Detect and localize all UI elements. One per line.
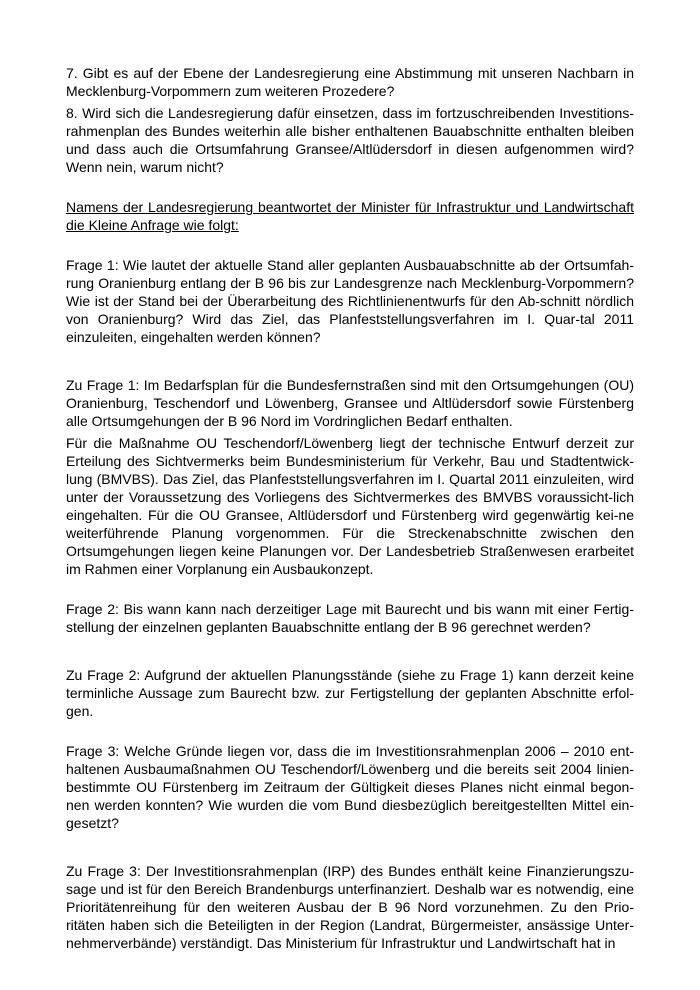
frage-1: Frage 1: Wie lautet der aktuelle Stand aller geplanten Ausbauabschnitte ab der Ortsumfah-rung Oranienburg entlang der B 96 bis zur Landesgrenze nach Mecklenburg-Vorpommern? Wie ist der Stand bei der Überarbeitung des Richtlinienentwurfs für den Ab-schnitt nördlich von Oranienburg? Wird das Ziel, das Planfeststellungsverfahren im I. Quar-tal 2011 einzuleiten, eingehalten werden können? (66, 257, 634, 345)
frage-3: Frage 3: Welche Gründe liegen vor, dass die im Investitionsrahmenplan 2006 – 2010 ent-haltenen Ausbaumaßnahmen OU Teschendorf/Löwenberg und die bereits seit 2004 linien-bestimmte OU Fürstenberg im Zeitraum der Gültigkeit dieses Planes nicht einmal begon-nen werden konnten? Wie wurden die vom Bund diesbezüglich bereitgestellten Mittel ein-gesetzt? (66, 743, 634, 831)
antwort-2: Zu Frage 2: Aufgrund der aktuellen Planungsstände (siehe zu Frage 1) kann derzeit keine terminliche Aussage zum Baurecht bzw. zur Fertigstellung der geplanten Abschnitte erfol-gen. (66, 667, 634, 719)
antwort-1-paragraph-1: Zu Frage 1: Im Bedarfsplan für die Bundesfernstraßen sind mit den Ortsumgehungen (OU) Oranienburg, Teschendorf und Löwenberg, Gransee und Altlüdersdorf sowie Fürstenberg alle Ortsumgehungen der B 96 Nord im Vordringlichen Bedarf enthalten. (66, 377, 634, 429)
document-page (66, 64, 634, 952)
question-8: 8. Wird sich die Landesregierung dafür einsetzen, dass im fortzuschreibenden Investitions-rahmenplan des Bundes weiterhin alle bisher enthaltenen Bauabschnitte enthalten bleiben und dass auch die Ortsumfahrung Gransee/Altlüdersdorf in diesen aufgenommen wird? Wenn nein, warum nicht? (66, 105, 634, 175)
antwort-3: Zu Frage 3: Der Investitionsrahmenplan (IRP) des Bundes enthält keine Finanzierungszu-sage und ist für den Bereich Brandenburgs unterfinanziert. Deshalb war es notwendig, eine Prioritätenreihung für den weiteren Ausbau der B 96 Nord vorzunehmen. Zu den Prio-ritäten haben sich die Beteiligten in der Region (Landrat, Bürgermeister, ansässige Unter-nehmerverbände) verständigt. Das Ministerium für Infrastruktur und Landwirtschaft hat in (66, 863, 634, 951)
question-7: 7. Gibt es auf der Ebene der Landesregierung eine Abstimmung mit unseren Nachbarn in Mecklenburg-Vorpommern zum weiteren Prozedere? (66, 65, 634, 99)
frage-2: Frage 2: Bis wann kann nach derzeitiger Lage mit Baurecht und bis wann mit einer Fertig-stellung der einzelnen geplanten Bauabschnitte entlang der B 96 gerechnet werden? (66, 601, 634, 635)
answer-heading: Namens der Landesregierung beantwortet der Minister für Infrastruktur und Landwirtschaft die Kleine Anfrage wie folgt: (66, 199, 634, 233)
antwort-1-paragraph-2: Für die Maßnahme OU Teschendorf/Löwenberg liegt der technische Entwurf derzeit zur Erteilung des Sichtvermerks beim Bundesministerium für Verkehr, Bau und Stadtentwick-lung (BMVBS). Das Ziel, das Planfeststellungsverfahren im I. Quartal 2011 einzuleiten, wird unter der Voraussetzung des Vorliegens des Sichtvermerkes des BMVBS voraussicht-lich eingehalten. Für die OU Gransee, Altlüdersdorf und Fürstenberg wird gegenwärtig kei-ne weiterführende Planung vorgenommen. Für die Streckenabschnitte zwischen den Ortsumgehungen liegen keine Planungen vor. Der Landesbetrieb Straßenwesen erarbeitet im Rahmen einer Vorplanung ein Ausbaukonzept. (66, 435, 634, 577)
